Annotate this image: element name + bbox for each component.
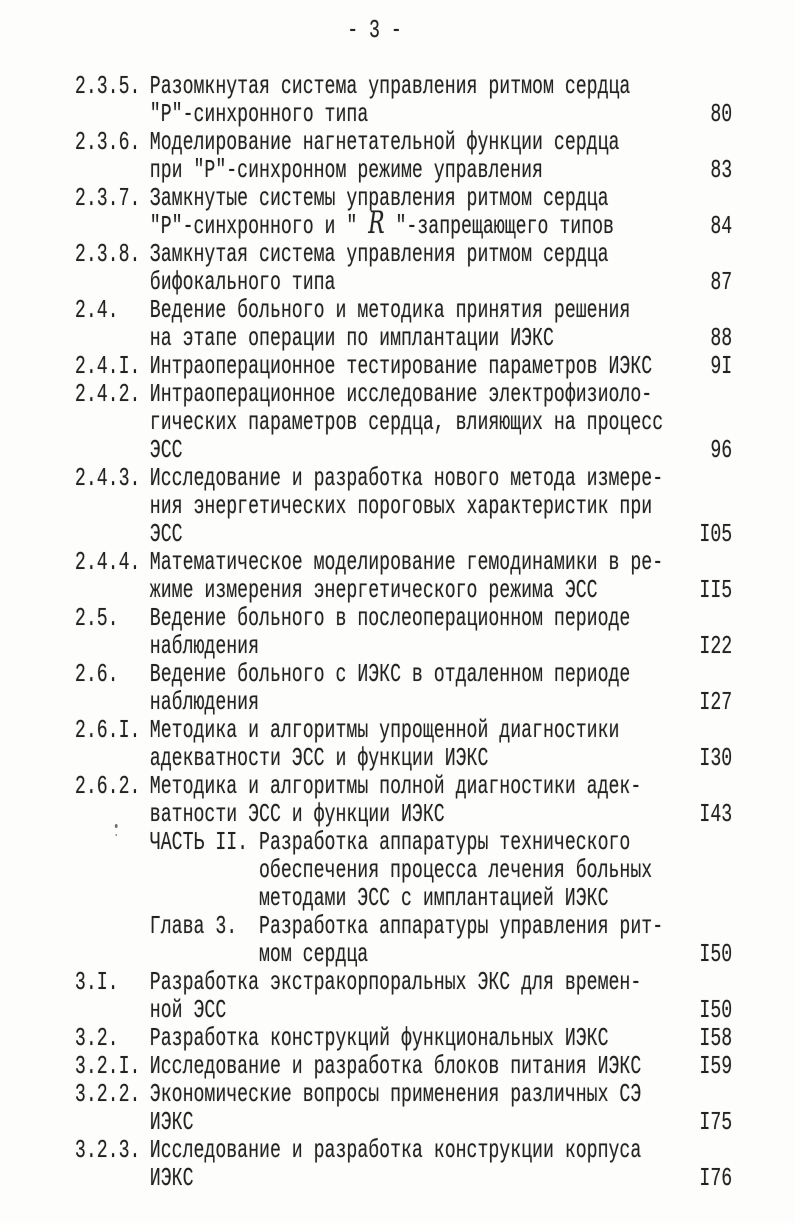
- entry-number: 2.4.: [74, 295, 119, 325]
- entry-title: [150, 772, 795, 828]
- page-number: 88: [710, 323, 733, 353]
- entry-line: Разомкнутая система управления ритмом сердца: [149, 71, 631, 101]
- entry-line: Интраоперационное тестирование параметров ИЭКС: [149, 351, 653, 381]
- page-number: I30: [699, 743, 733, 773]
- entry-line: Моделирование нагнетательной функции сердца: [149, 127, 620, 157]
- entry-number: 3.2.: [74, 1023, 119, 1053]
- entry-number: 2.6.I.: [74, 715, 141, 745]
- entry-title: [150, 380, 795, 464]
- toc-entry: [0, 464, 795, 548]
- entry-line: жиме измерения энергетического режима ЭСС: [149, 575, 598, 605]
- entry-line: при "Р"-синхронном режиме управления: [149, 155, 543, 185]
- entry-line: мом сердца: [259, 939, 369, 969]
- entry-line: ния энергетических пороговых характеристик при: [149, 491, 653, 521]
- entry-title: [150, 128, 795, 184]
- toc-entry: [0, 1024, 795, 1052]
- page-number: I22: [699, 631, 733, 661]
- entry-line: Ведение больного с ИЭКС в отдаленном периоде: [149, 659, 631, 689]
- entry-title: [150, 1024, 795, 1052]
- page-number-header: - 3 -: [347, 15, 402, 45]
- entry-line: ИЭКС: [149, 1107, 194, 1137]
- page-number: 83: [710, 155, 733, 185]
- entry-line: ЭСС: [149, 435, 183, 465]
- page-number: I58: [699, 1023, 733, 1053]
- entry-line: Интраоперационное исследование электрофизиоло-: [149, 379, 653, 409]
- entry-title: [150, 296, 795, 352]
- entry-title: [150, 968, 795, 1024]
- entry-title: [150, 184, 795, 240]
- entry-title: [150, 548, 795, 604]
- entry-number: 2.3.7.: [74, 183, 141, 213]
- entry-title: [150, 604, 795, 660]
- entry-title: [150, 912, 795, 968]
- entry-title: [150, 716, 795, 772]
- entry-line: Ведение больного и методика принятия решения: [149, 295, 631, 325]
- entry-line: Ведение больного в послеоперационном периоде: [149, 603, 631, 633]
- entry-line: Исследование и разработка блоков питания ИЭКС: [149, 1051, 642, 1081]
- toc-entry: [0, 660, 795, 716]
- toc-entry: [0, 828, 795, 912]
- entry-number: 2.3.6.: [74, 127, 141, 157]
- entry-line: "Р"-синхронного типа: [149, 99, 369, 129]
- entry-number: 2.3.5.: [74, 71, 141, 101]
- page-number: 96: [710, 435, 733, 465]
- toc-entry: [0, 968, 795, 1024]
- entry-line: Разработка экстракорпоральных ЭКС для времен-: [149, 967, 642, 997]
- entry-line: адекватности ЭСС и функции ИЭКС: [149, 743, 489, 773]
- page-number: I59: [699, 1051, 733, 1081]
- toc-entry: [0, 716, 795, 772]
- entry-line: Замкнутые системы управления ритмом сердца: [149, 183, 609, 213]
- entry-title: [150, 240, 795, 296]
- entry-line: Исследование и разработка конструкции корпуса: [149, 1135, 642, 1165]
- entry-line: бифокального типа: [149, 267, 336, 297]
- toc-entry: [0, 604, 795, 660]
- entry-line: на этапе операции по имплантации ИЭКС: [149, 323, 554, 353]
- entry-line: Исследование и разработка нового метода измере-: [149, 463, 664, 493]
- toc-entry: [0, 184, 795, 240]
- page-number: 87: [710, 267, 733, 297]
- latin-r-symbol: R: [368, 205, 385, 241]
- entry-number: 2.4.4.: [74, 547, 141, 577]
- entry-line: [149, 205, 795, 241]
- entry-line: Экономические вопросы применения различных СЭ: [149, 1079, 642, 1109]
- toc-entry: [0, 352, 795, 380]
- entry-title: [150, 660, 795, 716]
- entry-line: ватности ЭСС и функции ИЭКС: [149, 799, 445, 829]
- entry-line: гических параметров сердца, влияющих на процесс: [149, 407, 664, 437]
- entry-line: ЧАСТЬ II. Разработка аппаратуры технического: [149, 827, 631, 857]
- entry-title: [150, 352, 795, 380]
- entry-line: ИЭКС: [149, 1163, 194, 1193]
- entry-number: 3.2.2.: [74, 1079, 141, 1109]
- toc-entry: [0, 548, 795, 604]
- toc-entry: [0, 380, 795, 464]
- toc-list: [0, 72, 795, 1192]
- page-number: I27: [699, 687, 733, 717]
- entry-number: 2.4.I.: [74, 351, 141, 381]
- entry-line: методами ЭСС с имплантацией ИЭКС: [259, 883, 609, 913]
- entry-line: обеспечения процесса лечения больных: [259, 855, 653, 885]
- entry-line: Замкнутая система управления ритмом сердца: [149, 239, 609, 269]
- toc-entry: [0, 1052, 795, 1080]
- toc-entry: [0, 240, 795, 296]
- entry-line: Математическое моделирование гемодинамики в ре-: [149, 547, 664, 577]
- entry-line: Разработка конструкций функциональных ИЭКС: [149, 1023, 609, 1053]
- page-number: II5: [699, 575, 733, 605]
- toc-entry: [0, 912, 795, 968]
- entry-number: 2.6.2.: [74, 771, 141, 801]
- toc-entry: [0, 1080, 795, 1136]
- entry-line: ной ЭСС: [149, 995, 227, 1025]
- toc-entry: [0, 1136, 795, 1192]
- entry-title: [150, 72, 795, 128]
- page-number: I43: [699, 799, 733, 829]
- page-number: I75: [699, 1107, 733, 1137]
- entry-title: [150, 1052, 795, 1080]
- entry-line: наблюдения: [149, 687, 260, 717]
- entry-number: 2.6.: [74, 659, 119, 689]
- page-number: I50: [699, 939, 733, 969]
- entry-number: 3.2.3.: [74, 1135, 141, 1165]
- entry-number: 2.5.: [74, 603, 119, 633]
- entry-number: 2.4.2.: [74, 379, 141, 409]
- entry-title: [150, 1080, 795, 1136]
- entry-line: Глава 3. Разработка аппаратуры управления рит-: [149, 911, 664, 941]
- toc-entry: [0, 296, 795, 352]
- line-text: "Р"-синхронного и ": [149, 211, 369, 241]
- toc-entry: [0, 772, 795, 828]
- ink-speckle: [115, 824, 118, 828]
- entry-number: 2.4.3.: [74, 463, 141, 493]
- entry-line: ЭСС: [149, 519, 183, 549]
- entry-number: 3.I.: [74, 967, 119, 997]
- page-number: I50: [699, 995, 733, 1025]
- entry-line: наблюдения: [149, 631, 260, 661]
- entry-number: 3.2.I.: [74, 1051, 141, 1081]
- entry-line: Методика и алгоритмы полной диагностики адек-: [149, 771, 642, 801]
- page-number: I76: [699, 1163, 733, 1193]
- entry-title: [150, 828, 795, 912]
- line-text: "-запрещающего типов: [384, 211, 614, 241]
- page-number: 84: [710, 211, 733, 241]
- toc-entry: [0, 128, 795, 184]
- toc-entry: [0, 72, 795, 128]
- page-number: 80: [710, 99, 733, 129]
- entry-title: [150, 464, 795, 548]
- entry-title: [150, 1136, 795, 1192]
- entry-number: 2.3.8.: [74, 239, 141, 269]
- entry-line: Методика и алгоритмы упрощенной диагностики: [149, 715, 620, 745]
- page-number: 9I: [710, 351, 733, 381]
- page-number: I05: [699, 519, 733, 549]
